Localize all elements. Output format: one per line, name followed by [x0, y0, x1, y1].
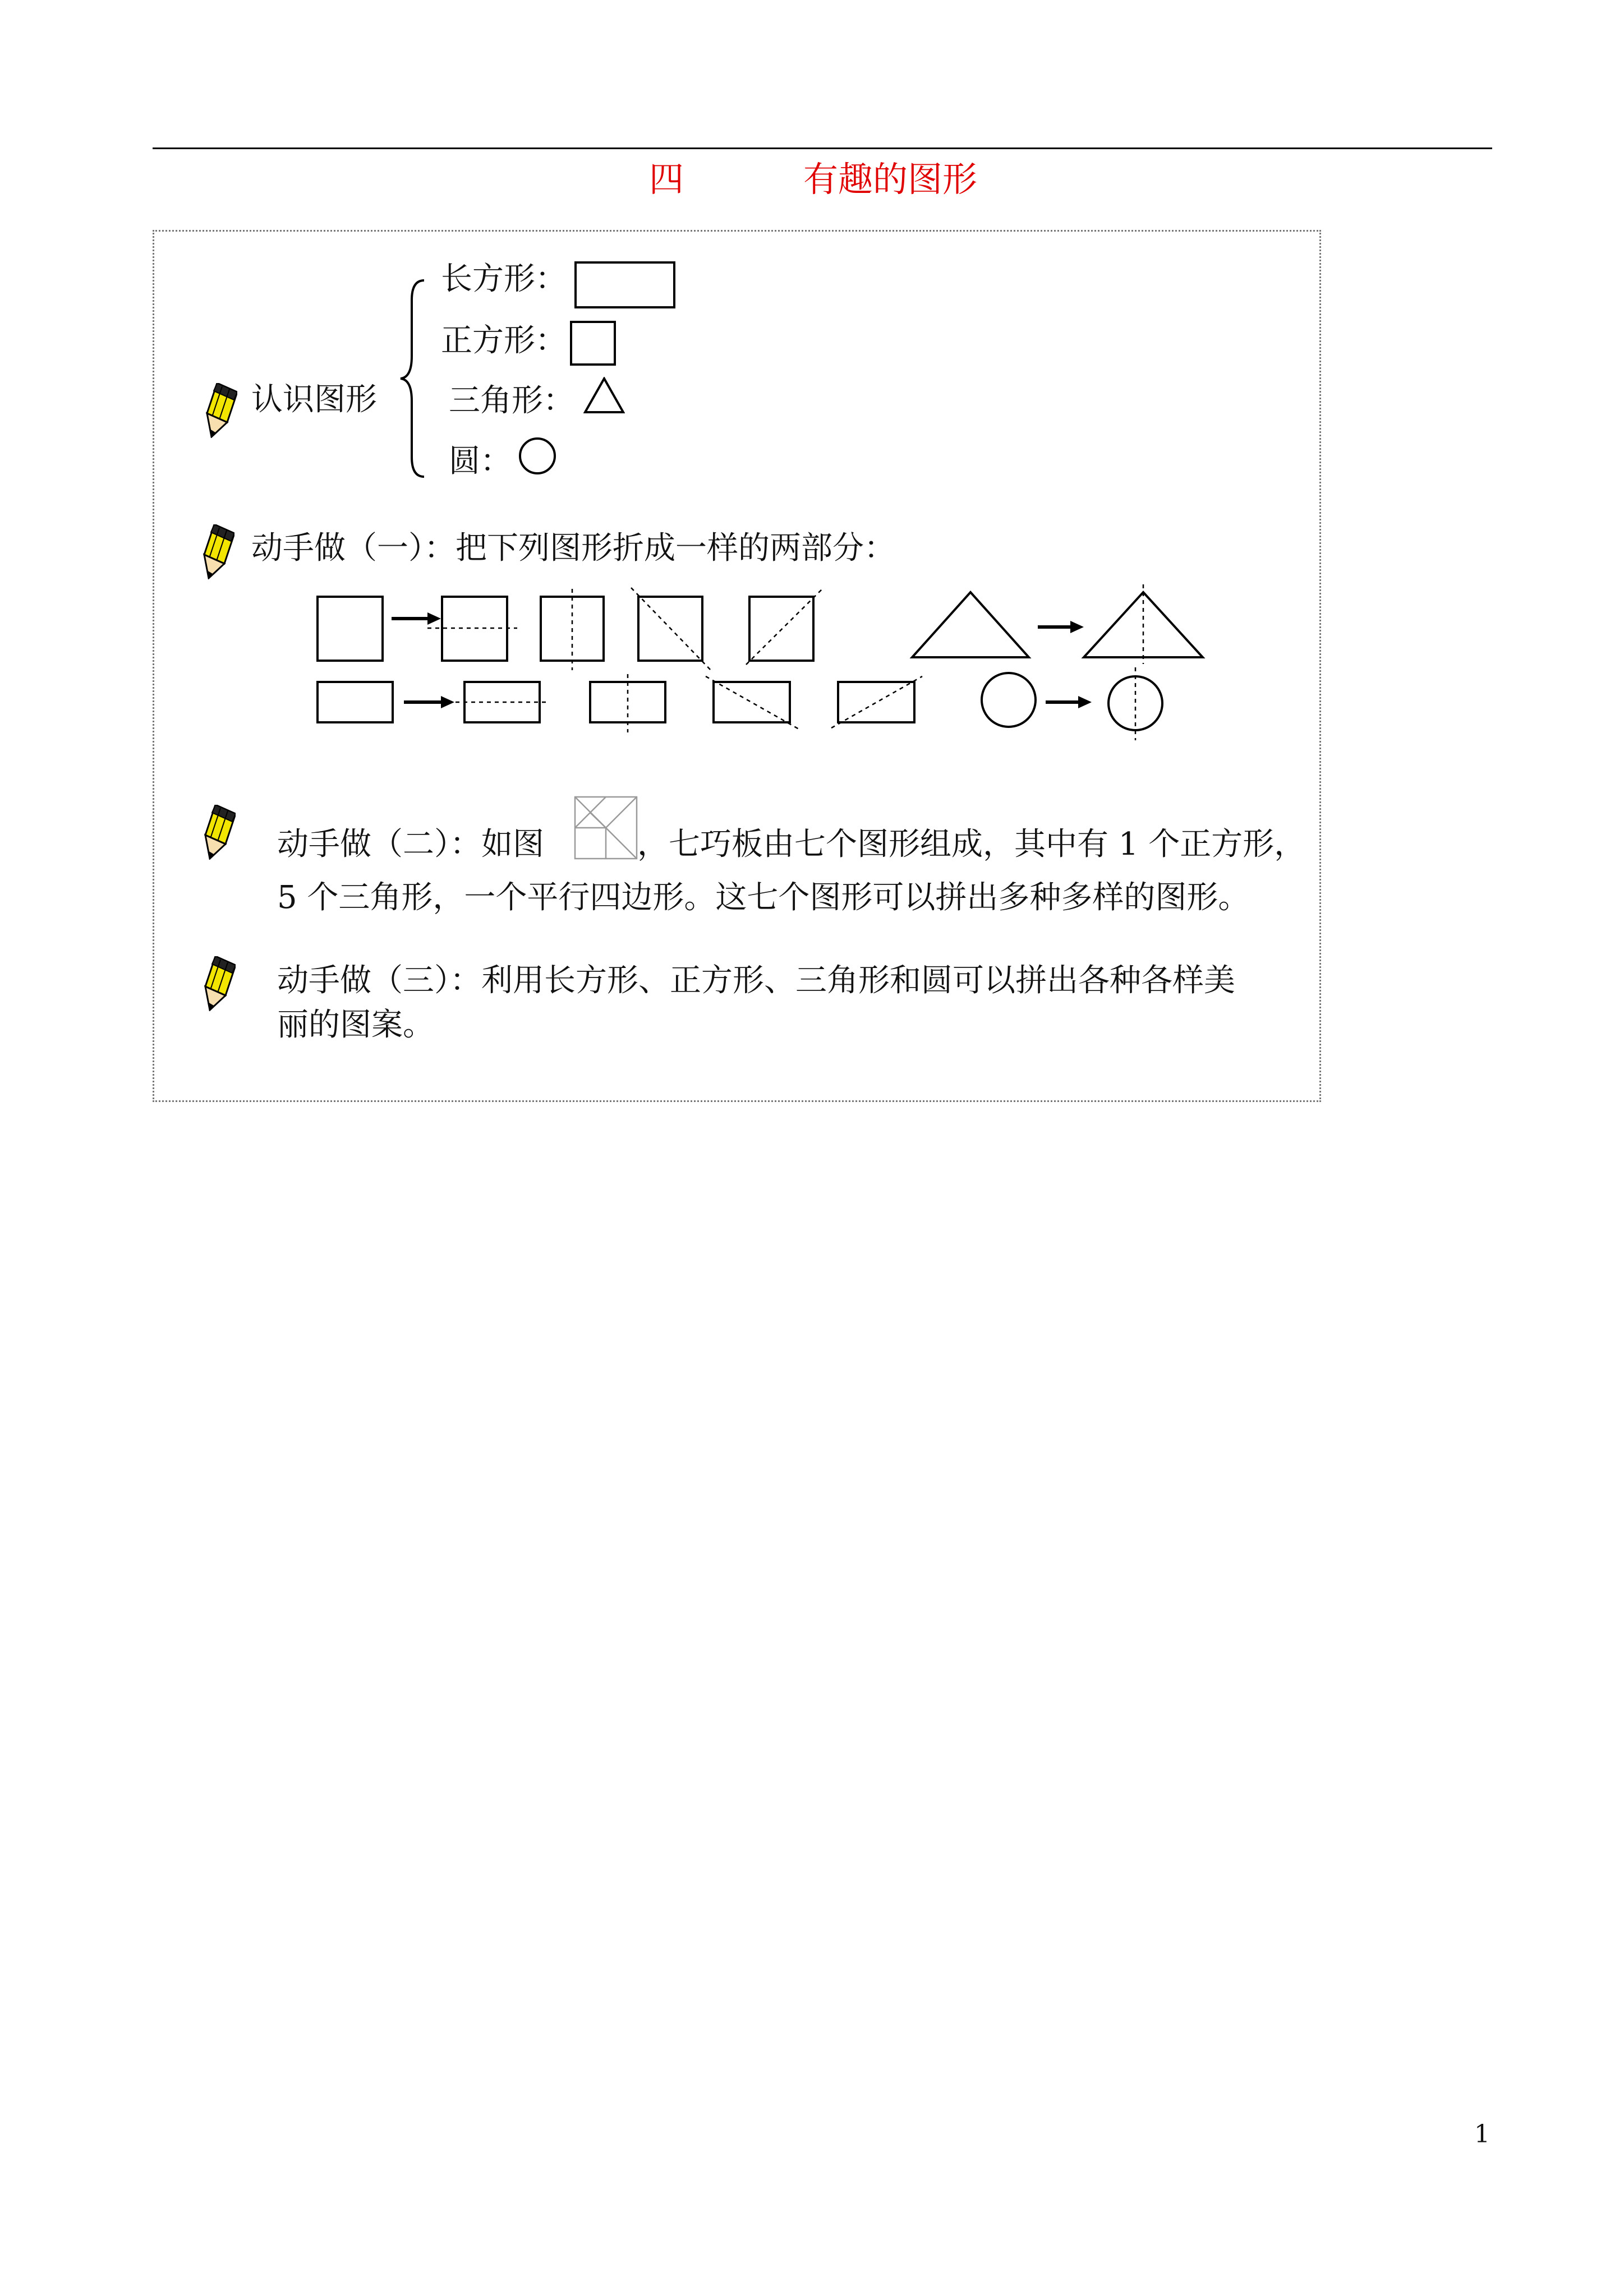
shape-name-circle: 圆： [449, 443, 512, 480]
pencil-icon [205, 383, 237, 438]
shape-name-triangle: 三角形： [449, 382, 574, 419]
fold-square-example [318, 588, 823, 672]
pencil-icon [203, 805, 236, 860]
fold-circle-example [982, 667, 1162, 740]
header-rule [153, 147, 1492, 149]
page-number: 1 [1474, 2120, 1490, 2149]
shape-name-square: 正方形： [441, 322, 567, 359]
activity3-line1: 动手做（三）：利用长方形、正方形、三角形和圆可以拼出各种各样美 [277, 962, 1235, 999]
activity2-line2: 5 个三角形，一个平行四边形。这七个图形可以拼出多种多样的图形。 [277, 879, 1250, 916]
fold-triangle-example [912, 584, 1203, 664]
activity1-text: 动手做（一）：把下列图形折成一样的两部分： [251, 530, 895, 566]
fold-rectangle-example [318, 674, 922, 732]
title-number: 四 [649, 159, 684, 200]
brace-icon [396, 278, 430, 480]
activity2-line1-prefix: 动手做（二）：如图 [277, 826, 544, 863]
pencil-icon [203, 956, 236, 1011]
activity2-line1-suffix: ，七巧板由七个图形组成，其中有 1 个正方形， [637, 826, 1306, 863]
page-title: 有趣的图形 [803, 159, 978, 200]
rectangle-shape [574, 261, 675, 308]
tangram-image [573, 795, 638, 860]
folding-diagram [303, 578, 1245, 746]
triangle-shape [583, 377, 625, 414]
square-shape [570, 321, 616, 366]
activity3-line2: 丽的图案。 [277, 1007, 434, 1043]
recognize-label: 认识图形 [251, 381, 377, 418]
circle-shape [518, 437, 556, 475]
pencil-icon [202, 524, 234, 579]
shape-name-rectangle: 长方形： [441, 261, 567, 297]
